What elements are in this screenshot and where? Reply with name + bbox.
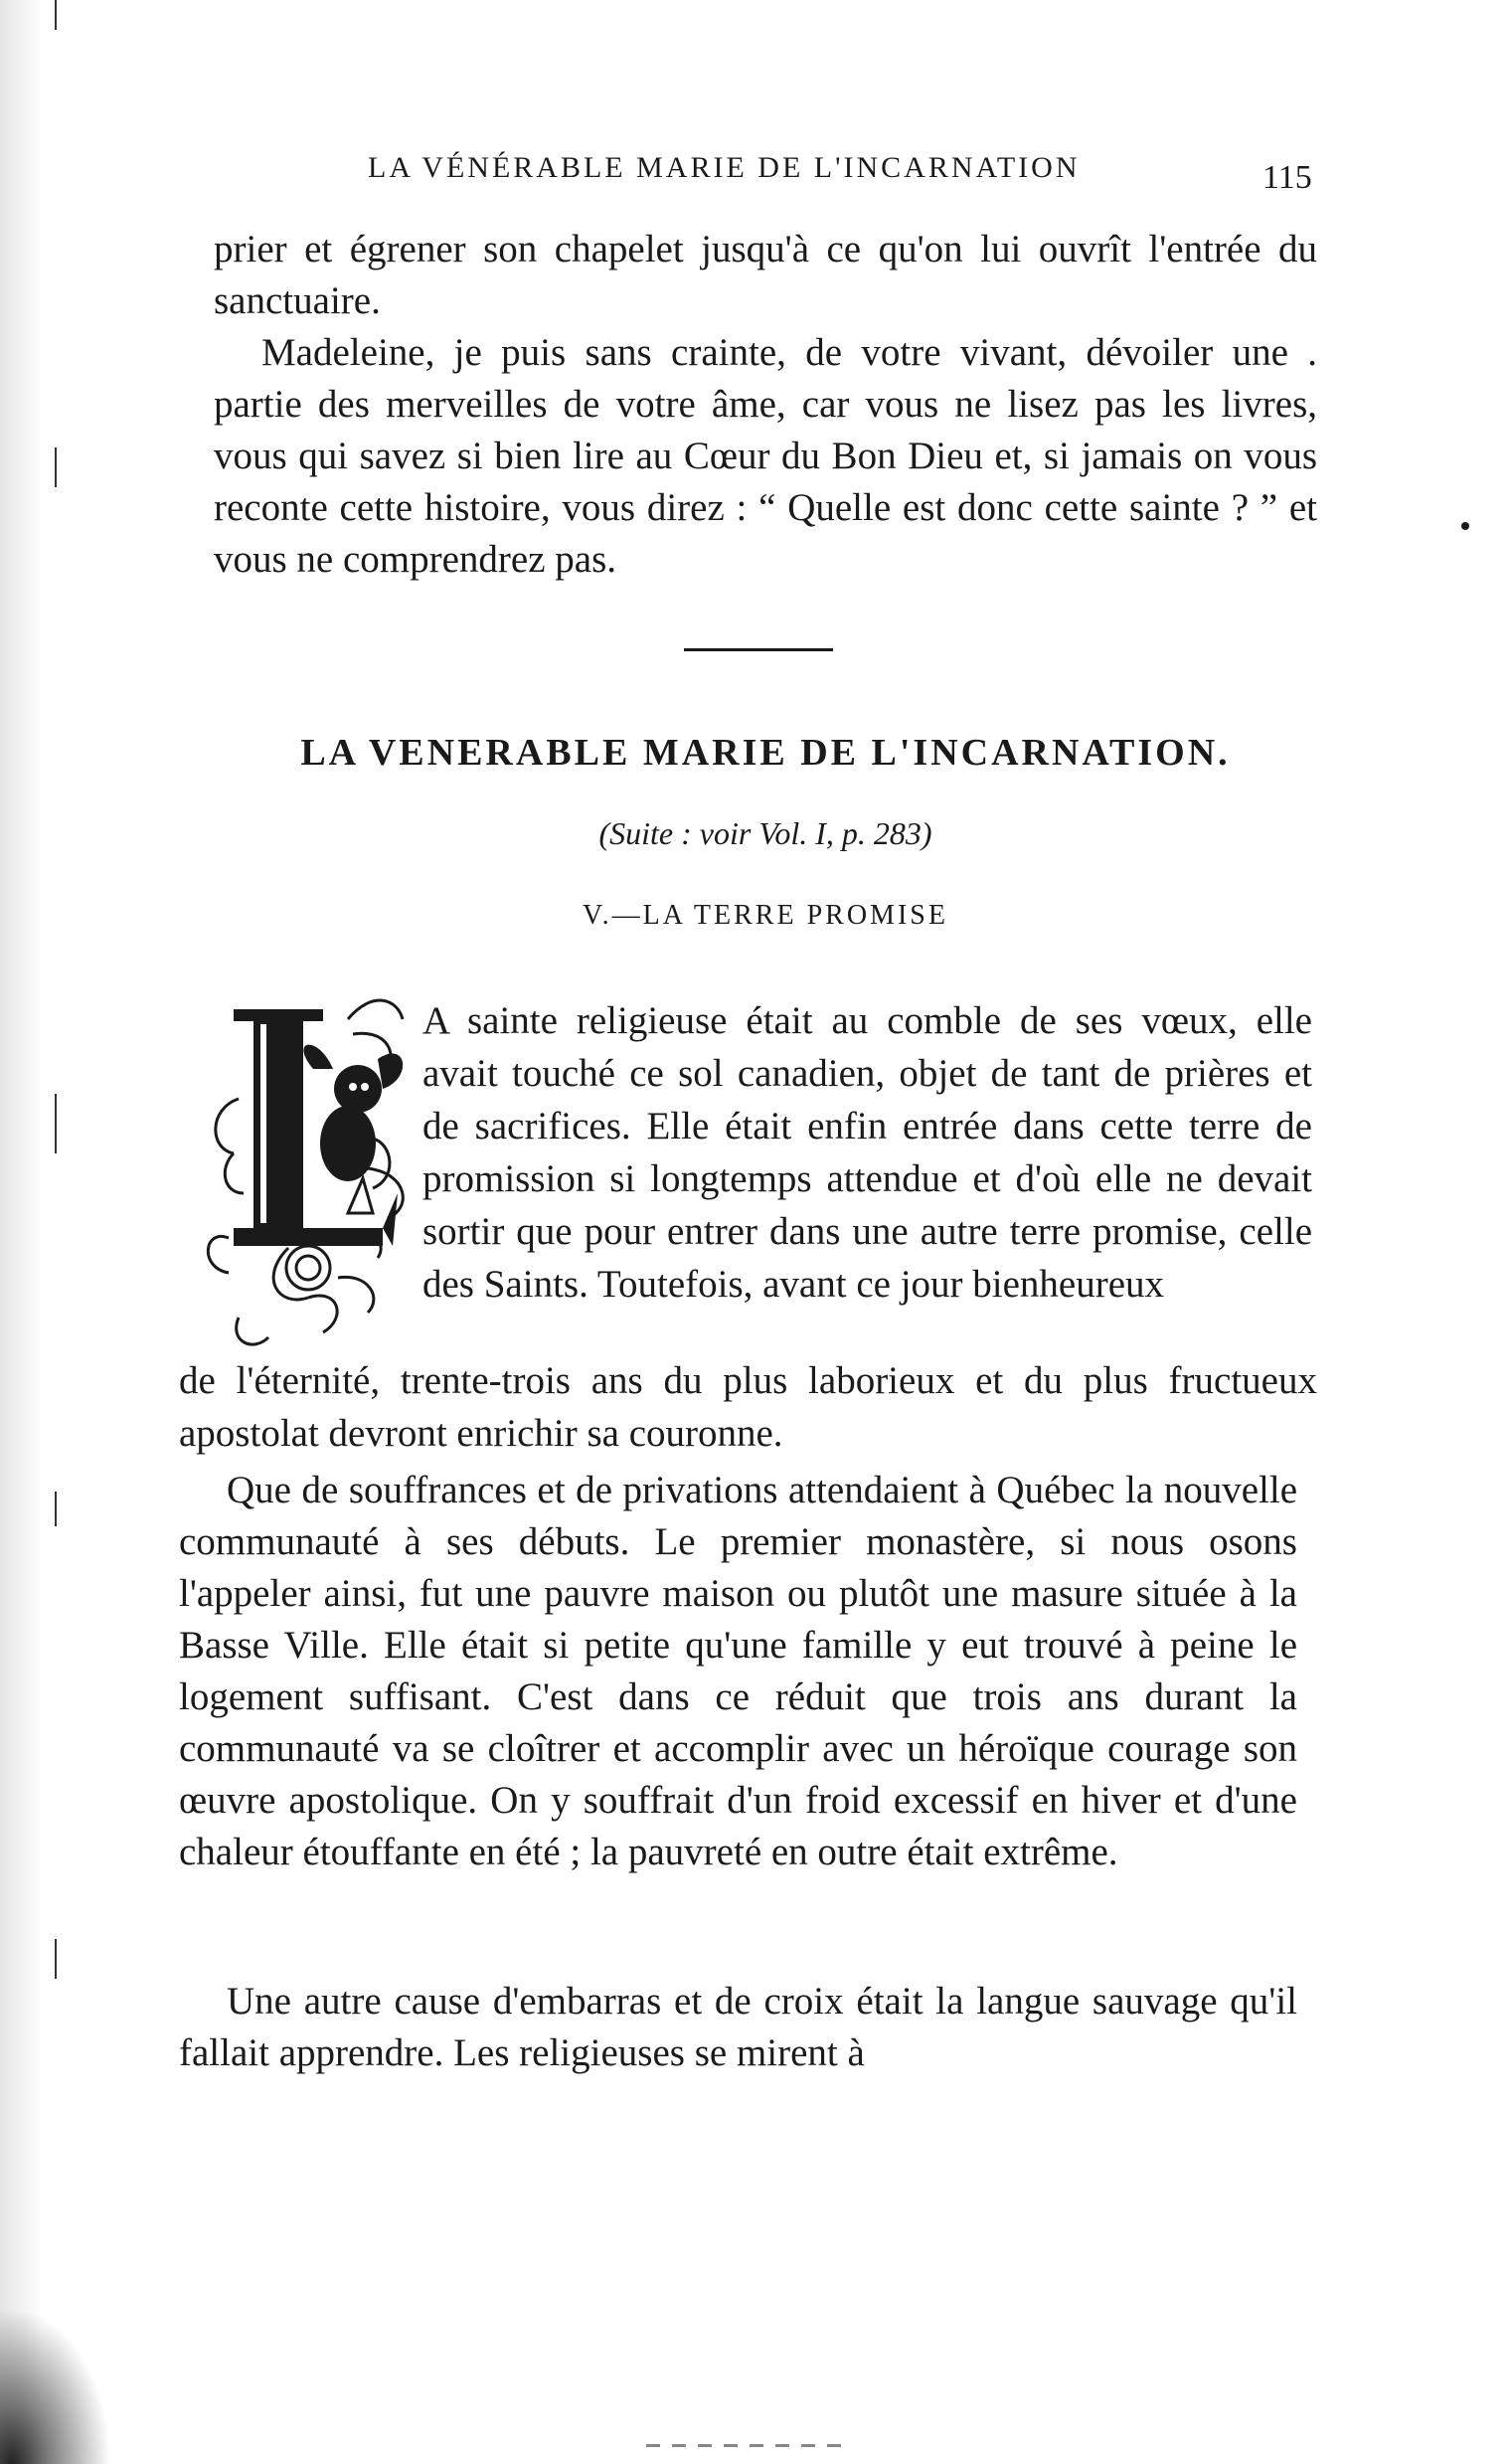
paragraph-langue: Une autre cause d'embarras et de croix était la langue sauvage qu'il fallait apprendre. Les religieuses se mirent à bbox=[179, 1980, 1297, 2074]
dropcap-paragraph-text: A sainte religieuse était au comble de ses vœux, elle avait touché ce sol canadien, objet de tant de prières et de sacrifices. Elle était enfin entrée dans cette terre de promission si longtemps attendue et d'où elle ne devait sortir que pour entrer dans une autre terre promise, celle des Saints. Toutefois, avant ce jour bienheureux bbox=[422, 999, 1312, 1306]
dropcap-paragraph-end-text: de l'éternité, trente-trois ans du plus laborieux et du plus fructueux apostolat devront enrichir sa couronne. bbox=[179, 1359, 1317, 1455]
paragraph-quebec: Que de souffrances et de privations attendaient à Québec la nouvelle communauté à ses débuts. Le premier monastère, si nous osons l'appeler ainsi, fut une pauvre maison ou plutôt une masure située à la Basse Ville. Elle était si petite qu'une famille y eut trouvé à peine le logement suffisant. C'est dans ce réduit que trois ans durant la communauté va se cloîtrer et accomplir avec un héroïque courage son œuvre apostolique. On y souffrait d'un froid excessif en hiver et d'une chaleur étouffante en été ; la pauvreté en outre était extrême. bbox=[179, 1469, 1297, 1873]
section-heading: V.—LA TERRE PROMISE bbox=[583, 900, 948, 931]
article-title: LA VENERABLE MARIE DE L'INCARNATION. bbox=[300, 732, 1231, 774]
page-number: 115 bbox=[1262, 159, 1312, 196]
paragraph-continuation: prier et égrener son chapelet jusqu'à ce qu'on lui ouvrît l'entrée du sanctuaire. bbox=[214, 228, 1317, 322]
scan-edge-mark bbox=[55, 1094, 57, 1153]
scan-bottom-marks bbox=[646, 2444, 845, 2447]
scan-edge-shadow bbox=[0, 0, 60, 2464]
dropcap-paragraph-end bbox=[179, 1354, 1317, 1460]
paragraph-madeleine: Madeleine, je puis sans crainte, de votre vivant, dévoiler une . partie des merveilles de votre âme, car vous ne lisez pas les livres, vous qui savez si bien lire au Cœur du Bon Dieu et, si jamais on vous reconte cette histoire, vous direz : “ Quelle est donc cette sainte ? ” et vous ne comprendrez pas. bbox=[214, 331, 1317, 581]
scan-corner-smudge bbox=[0, 2295, 119, 2464]
body-paragraph-3 bbox=[179, 1976, 1297, 2079]
ornamental-dropcap-l bbox=[199, 967, 418, 1357]
scan-edge-mark bbox=[55, 1492, 57, 1526]
body-text-top bbox=[214, 224, 1317, 586]
dropcap-letter-text: L bbox=[199, 967, 209, 983]
body-paragraph-2 bbox=[179, 1465, 1297, 1878]
running-head: LA VÉNÉRABLE MARIE DE L'INCARNATION bbox=[368, 151, 1081, 184]
margin-dot bbox=[1461, 522, 1469, 530]
dropcap-paragraph bbox=[422, 994, 1312, 1311]
section-rule bbox=[684, 648, 833, 651]
scan-edge-mark bbox=[55, 1939, 57, 1979]
scan-edge-mark bbox=[55, 0, 57, 30]
article-subtitle: (Suite : voir Vol. I, p. 283) bbox=[598, 815, 932, 851]
scan-edge-mark bbox=[55, 447, 57, 487]
